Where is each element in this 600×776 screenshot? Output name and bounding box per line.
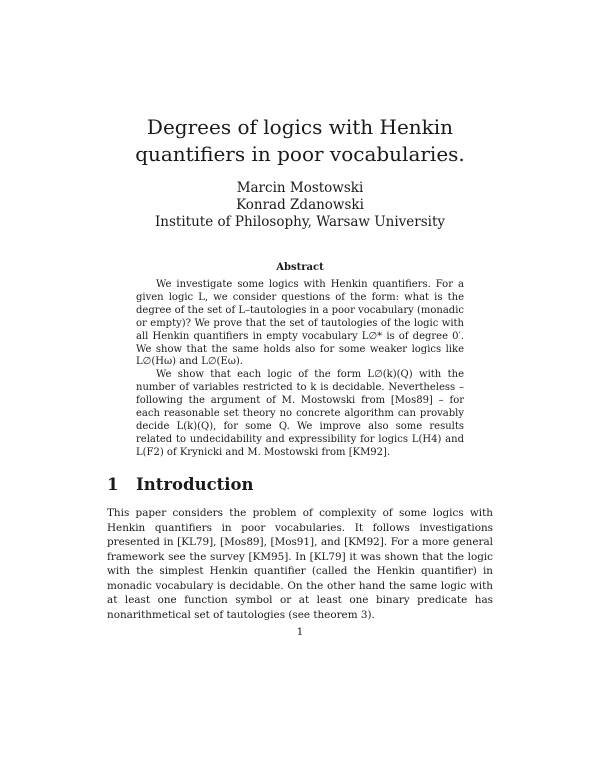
author-block	[100, 180, 500, 231]
abstract-paragraph: We show that each logic of the form L∅(k)(Q) with the number of variables restricted to k is decidable. Nevertheless – following the argument of M. Mostowski from [Mos89] – for each reasonable set theory no concrete algorithm can provably decide L(k)(Q), for some Q. We improve also some results related to undecidability and expressibility for logics L(H4) and L(F2) of Krynicki and M. Mostowski from [KM92].	[136, 369, 464, 458]
author-affiliation: Institute of Philosophy, Warsaw University	[154, 214, 446, 230]
page-number: 1	[296, 626, 304, 638]
abstract-heading: Abstract	[276, 262, 324, 273]
author-name: Konrad Zdanowski	[236, 197, 364, 213]
abstract-paragraph: We investigate some logics with Henkin quantifiers. For a given logic L, we consider questions of the form: what is the degree of the set of L–tautologies in a poor vocabulary (monadic or empty)? We prove that the set of tautologies of the logic with all Henkin quantifiers in empty vocabulary L∅* is of degree 0′. We show that the same holds also for some weaker logics like L∅(Hω) and L∅(Eω).	[136, 279, 464, 368]
author-name: Marcin Mostowski	[236, 180, 364, 196]
intro-paragraph: This paper considers the problem of complexity of some logics with Henkin quantifiers in poor vocabularies. It follows investigations presented in [KL79], [Mos89], [Mos91], and [KM92]. For a more general framework see the survey [KM95]. In [KL79] it was shown that the logic with the simplest Henkin quantifier (called the Henkin quantifier) in monadic vocabulary is decidable. On the other hand the same logic with at least one function symbol or at least one binary predicate has nonarithmetical set of tautologies (see theorem 3).	[107, 507, 493, 621]
paper-title: Degrees of logics with Henkin quantifiers in poor vocabularies.	[135, 115, 465, 166]
section-heading	[107, 475, 254, 494]
abstract-body	[136, 279, 464, 460]
section-title: Introduction	[136, 475, 254, 494]
section-number: 1	[107, 475, 119, 494]
